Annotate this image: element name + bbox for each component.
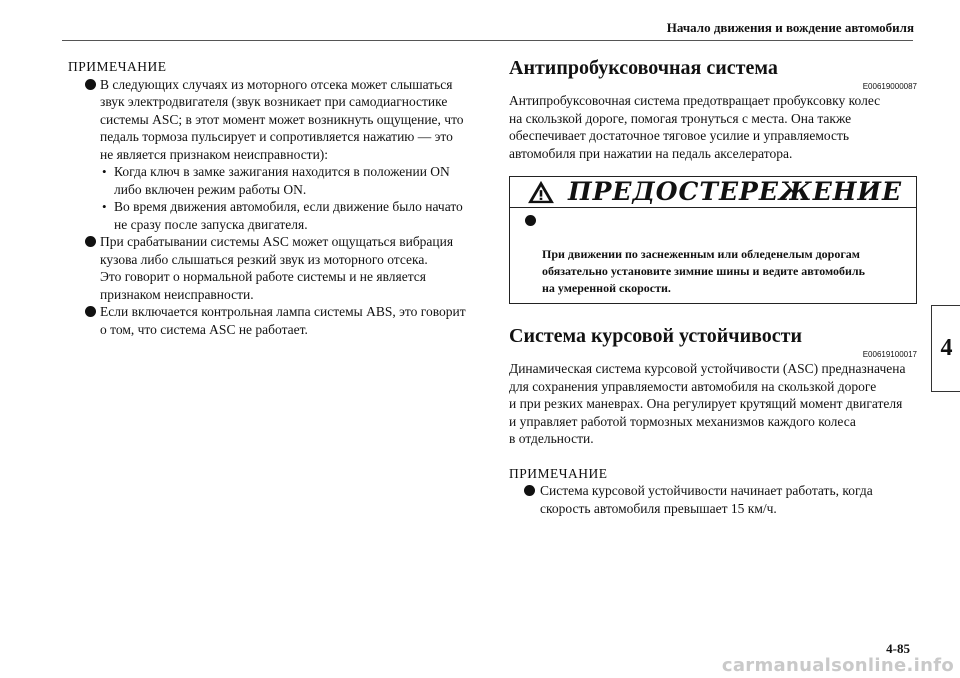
note-title: ПРИМЕЧАНИЕ (68, 59, 167, 74)
section-code: E00619100017 (862, 350, 917, 359)
note-sub-bullet-text: Когда ключ в замке зажигания находится в положении ON либо включен режим работы ON. (114, 164, 450, 197)
page-number: 4-85 (886, 641, 910, 656)
warning-text: При движении по заснеженным или обледенелым дорогам обязательно установите зимние шины и ведите автомобиль на умеренной скорости. (542, 247, 866, 295)
warning-header (510, 177, 916, 208)
note-bullet-text: При срабатывании системы ASC может ощущаться вибрация кузова либо слышаться резкий звук из моторного отсека. Это говорит о нормальной работе системы и не является признаком неисправности. (100, 234, 454, 302)
bullet-dot-icon (85, 236, 96, 247)
note-sub-bullet-text: Во время движения автомобиля, если движение было начато не сразу после запуска двигателя. (114, 199, 463, 232)
header-rule (62, 40, 913, 41)
note-bullet-text: В следующих случаях из моторного отсека может слышаться звук электродвигателя (звук возникает при самодиагностике системы ASC; в этот момент может возникнуть ощущение, что педаль тормоза пульсирует и сопротивляется нажатию — это не является признаком неисправности): (100, 76, 464, 162)
note-title: ПРИМЕЧАНИЕ (509, 465, 608, 481)
warning-title: ПРЕДОСТЕРЕЖЕНИЕ (568, 177, 903, 207)
bullet-dot-icon (524, 485, 535, 496)
left-column (68, 58, 473, 338)
section-text-traction: Антипробуксовочная система предотвращает пробуксовку колес на скользкой дороге, помогая тронуться с места. Она также обеспечивает достаточное тяговое усилие и управляемость автомобиля при нажатии на педаль акселератора. (509, 93, 881, 161)
warning-box (509, 176, 917, 304)
sub-bullet-icon: • (102, 199, 107, 214)
bullet-dot-icon (525, 215, 536, 226)
note-bullet (68, 233, 473, 303)
section-title-traction: Антипробуксовочная система (509, 57, 778, 79)
note-bullet (509, 482, 917, 517)
note-block (509, 465, 917, 518)
watermark: carmanualsonline.info (721, 655, 954, 676)
running-header: Начало движения и вождение автомобиля (666, 20, 914, 35)
section-text-stability: Динамическая система курсовой устойчивости (ASC) предназначена для сохранения управляемости автомобиля на скользкой дороге и при резких маневрах. Она регулирует крутящий момент двигателя и управляет работой тормозных механизмов каждого колеса в отдельности. (509, 361, 906, 446)
warning-item (510, 208, 916, 303)
sub-bullet-icon: • (102, 164, 107, 179)
chapter-tab: 4 (931, 305, 960, 392)
note-sub-bullet (68, 163, 473, 198)
section-code: E00619000087 (862, 82, 917, 91)
note-sub-bullet (68, 198, 473, 233)
section-title-stability: Система курсовой устойчивости (509, 325, 802, 347)
note-bullet (68, 76, 473, 164)
note-bullet-text: Если включается контрольная лампа системы ABS, это говорит о том, что система ASC не работает. (100, 304, 466, 337)
right-column (509, 56, 917, 517)
bullet-dot-icon (85, 306, 96, 317)
note-bullet-text: Система курсовой устойчивости начинает работать, когда скорость автомобиля превышает 15 км/ч. (540, 483, 873, 516)
warning-triangle-icon (526, 180, 556, 204)
bullet-dot-icon (85, 79, 96, 90)
note-bullet (68, 303, 473, 338)
